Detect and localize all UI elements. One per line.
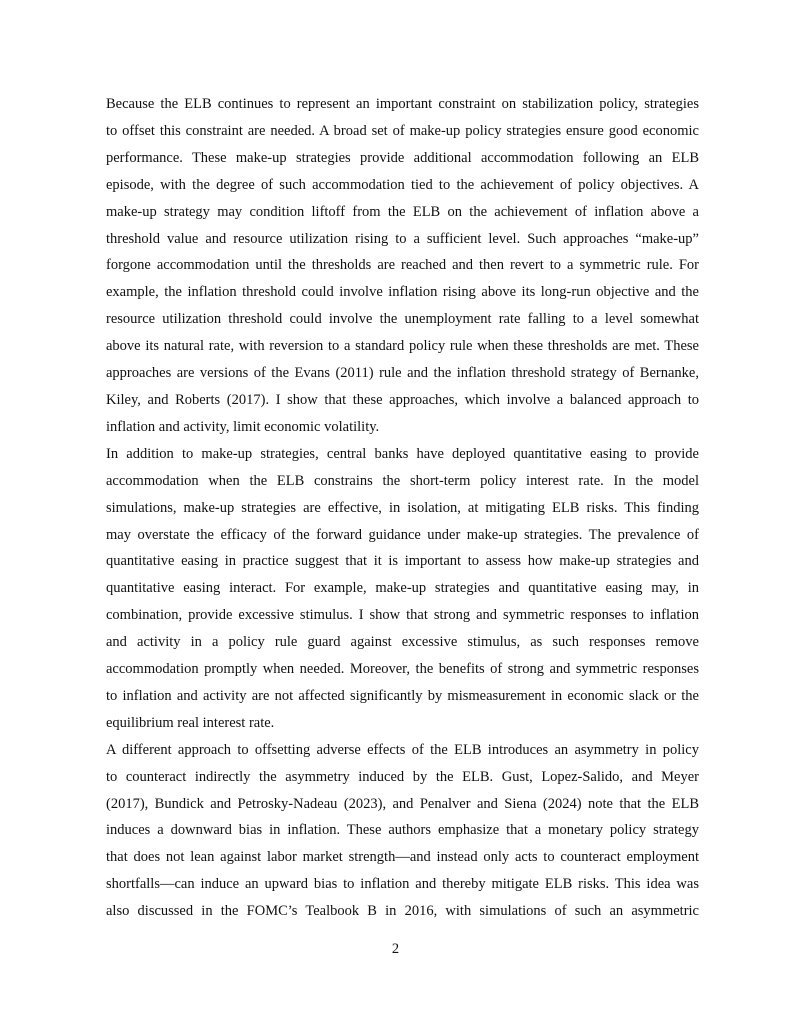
text-line: to counteract indirectly the asymmetry induced by the ELB. Gust, Lopez-Salido, and Meyer xyxy=(106,768,699,785)
text-line: approaches are versions of the Evans (2011) rule and the inflation threshold strategy of Bernanke, xyxy=(106,365,699,382)
text-line: accommodation when the ELB constrains the short-term policy interest rate. In the model xyxy=(106,472,699,489)
text-line: quantitative easing in practice suggest that it is important to assess how make-up strategies and xyxy=(106,553,699,570)
text-line: also discussed in the FOMC’s Tealbook B in 2016, with simulations of such an asymmetric xyxy=(106,903,699,920)
text-line: inflation and activity, limit economic volatility. xyxy=(106,418,380,435)
text-line: performance. These make-up strategies provide additional accommodation following an ELB xyxy=(106,149,699,166)
text-line: combination, provide excessive stimulus. I show that strong and symmetric responses to inflation xyxy=(106,607,699,624)
paragraph-3 xyxy=(106,737,699,925)
text-line: threshold value and resource utilization rising to a sufficient level. Such approaches “make-up” xyxy=(106,230,699,247)
paragraph-1 xyxy=(106,91,699,441)
text-line: may overstate the efficacy of the forward guidance under make-up strategies. The prevalence of xyxy=(106,526,699,543)
text-line: forgone accommodation until the thresholds are reached and then revert to a symmetric rule. For xyxy=(106,257,699,274)
text-line: make-up strategy may condition liftoff from the ELB on the achievement of inflation above a xyxy=(106,203,699,220)
text-line: shortfalls—can induce an upward bias to inflation and thereby mitigate ELB risks. This idea was xyxy=(106,876,699,893)
text-line: In addition to make-up strategies, central banks have deployed quantitative easing to provide xyxy=(106,445,699,462)
page-number: 2 xyxy=(391,941,400,957)
text-line: above its natural rate, with reversion to a standard policy rule when these thresholds are met. These xyxy=(106,338,699,355)
text-line: induces a downward bias in inflation. These authors emphasize that a monetary policy strategy xyxy=(106,822,699,839)
body-text xyxy=(106,91,699,925)
paragraph-2 xyxy=(106,441,699,737)
text-line: simulations, make-up strategies are effective, in isolation, at mitigating ELB risks. This finding xyxy=(106,499,699,516)
text-line: Kiley, and Roberts (2017). I show that these approaches, which involve a balanced approach to xyxy=(106,391,699,408)
text-line: equilibrium real interest rate. xyxy=(106,714,275,731)
text-line: episode, with the degree of such accommodation tied to the achievement of policy objectives. A xyxy=(106,176,699,193)
text-line: to inflation and activity are not affected significantly by mismeasurement in economic slack or the xyxy=(106,687,699,704)
text-line: A different approach to offsetting adverse effects of the ELB introduces an asymmetry in policy xyxy=(106,741,699,758)
text-line: to offset this constraint are needed. A broad set of make-up policy strategies ensure good economic xyxy=(106,122,699,139)
text-line: Because the ELB continues to represent an important constraint on stabilization policy, strategies xyxy=(106,96,699,112)
text-line: and activity in a policy rule guard against excessive stimulus, as such responses remove xyxy=(106,634,699,651)
text-line: quantitative easing interact. For example, make-up strategies and quantitative easing may, in xyxy=(106,580,699,597)
text-line: example, the inflation threshold could involve inflation rising above its long-run objective and the xyxy=(106,284,699,301)
text-line: resource utilization threshold could involve the unemployment rate falling to a level somewhat xyxy=(106,311,699,328)
text-line: accommodation promptly when needed. Moreover, the benefits of strong and symmetric responses xyxy=(106,661,699,678)
text-line: that does not lean against labor market strength—and instead only acts to counteract employment xyxy=(106,849,699,866)
text-line: (2017), Bundick and Petrosky-Nadeau (2023), and Penalver and Siena (2024) note that the ELB xyxy=(106,795,699,812)
